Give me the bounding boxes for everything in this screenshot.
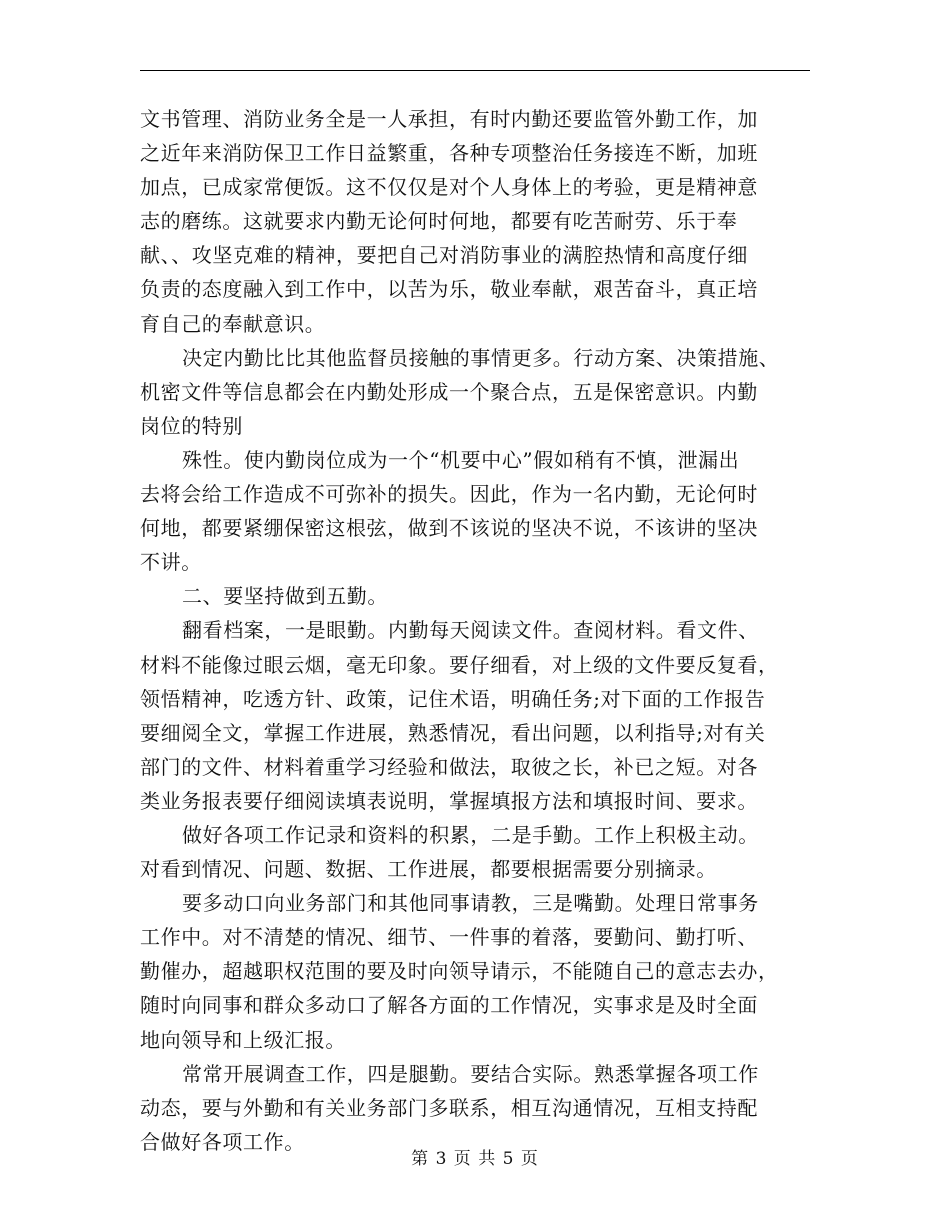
page-number: 第 3 页 共 5 页 [411, 1149, 539, 1169]
header-rule [140, 70, 810, 71]
text-line: 要细阅全文，掌握工作进展，熟悉情况，看出问题，以利指导;对有关 [140, 720, 766, 745]
text-line: 工作中。对不清楚的情况、细节、一件事的着落，要勤问、勤打听、 [140, 925, 758, 950]
text-line: 育自己的奉献意识。 [140, 311, 326, 336]
text-line: 勤催办，超越职权范围的要及时向领导请示，不能随自己的意志去办， [140, 959, 779, 984]
text-line: 献、、攻坚克难的精神，要把自己对消防事业的满腔热情和高度仔细 [140, 243, 748, 268]
text-line: 类业务报表要仔细阅读填表说明，掌握填报方法和填报时间、要求。 [140, 788, 758, 813]
text-line: 做好各项工作记录和资料的积累，二是手勤。工作上积极主动。 [182, 822, 759, 847]
text-line: 常常开展调查工作，四是腿勤。要结合实际。熟悉掌握各项工作 [182, 1061, 759, 1086]
page-footer [0, 1148, 950, 1170]
text-line: 材料不能像过眼云烟，毫无印象。要仔细看，对上级的文件要反复看， [140, 652, 779, 677]
text-line: 不讲。 [140, 550, 202, 575]
text-line: 殊性。使内勤岗位成为一个“机要中心”假如稍有不慎，泄漏出 [182, 447, 740, 472]
text-line: 志的磨练。这就要求内勤无论何时何地，都要有吃苦耐劳、乐于奉 [140, 209, 738, 234]
text-line: 对看到情况、问题、数据、工作进展，都要根据需要分别摘录。 [140, 857, 717, 882]
text-line: 要多动口向业务部门和其他同事请教，三是嘴勤。处理日常事务 [182, 891, 759, 916]
text-line: 文书管理、消防业务全是一人承担，有时内勤还要监管外勤工作，加 [140, 107, 758, 131]
text-line: 岗位的特别 [140, 413, 243, 438]
text-line: 二、要坚持做到五勤。 [182, 584, 388, 609]
document-body [140, 102, 810, 1159]
text-line: 之近年来消防保卫工作日益繁重，各种专项整治任务接连不断，加班 [140, 141, 758, 166]
text-line: 负责的态度融入到工作中，以苦为乐，敬业奉献，艰苦奋斗，真正培 [140, 277, 758, 302]
text-line: 翻看档案，一是眼勤。内勤每天阅读文件。查阅材料。看文件、 [182, 618, 759, 643]
text-line: 合做好各项工作。 [140, 1129, 305, 1154]
text-line: 何地，都要紧绷保密这根弦，做到不该说的坚决不说，不该讲的坚决 [140, 516, 758, 541]
text-line: 领悟精神，吃透方针、政策，记住术语，明确任务;对下面的工作报告 [140, 686, 766, 711]
text-line: 加点，已成家常便饭。这不仅仅是对个人身体上的考验，更是精神意 [140, 175, 758, 200]
text-line: 动态，要与外勤和有关业务部门多联系，相互沟通情况，互相支持配 [140, 1095, 758, 1120]
text-line: 决定内勤比比其他监督员接触的事情更多。行动方案、决策措施、 [182, 345, 780, 370]
text-line: 机密文件等信息都会在内勤处形成一个聚合点，五是保密意识。内勤 [140, 379, 758, 404]
text-line: 随时向同事和群众多动口了解各方面的工作情况，实事求是及时全面 [140, 993, 758, 1018]
text-line: 去将会给工作造成不可弥补的损失。因此，作为一名内勤，无论何时 [140, 482, 758, 507]
text-line: 地向领导和上级汇报。 [140, 1027, 346, 1052]
text-line: 部门的文件、材料着重学习经验和做法，取彼之长，补已之短。对各 [140, 754, 758, 779]
